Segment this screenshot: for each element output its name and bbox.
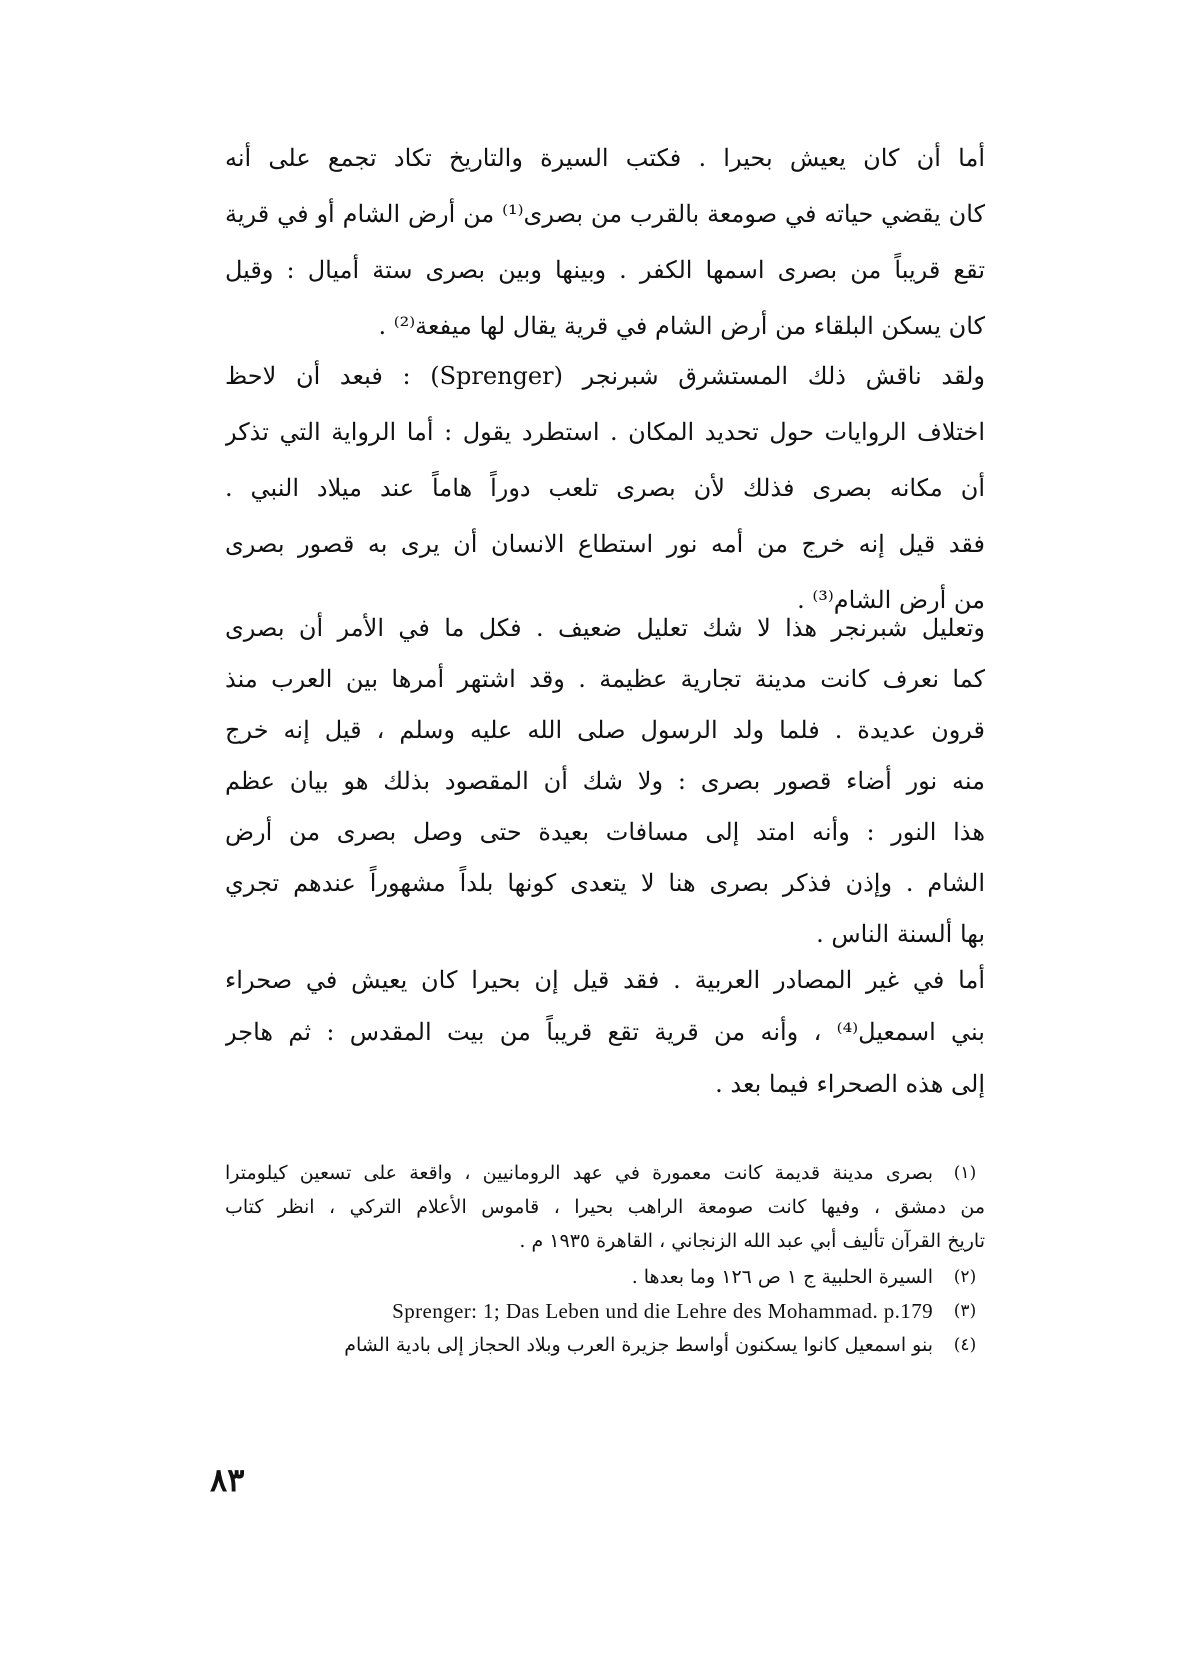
- paragraph-1-line-1: أما أن كان يعيش بحيرا . فكتب السيرة والتاريخ تكاد تجمع على أنه: [225, 144, 985, 172]
- footnote-4-number: (٤): [953, 1335, 977, 1355]
- paragraph-1: [225, 130, 985, 354]
- paragraph-1-line-3: تقع قريباً من بصرى اسمها الكفر . وبينها وبين بصرى ستة أميال : وقيل: [225, 256, 985, 284]
- footnote-1-line-2: من دمشق ، وفيها كانت صومعة الراهب بحيرا ، قاموس الأعلام التركي ، انظر كتاب: [225, 1196, 985, 1218]
- footnote-2: [225, 1260, 985, 1294]
- paragraph-4-line-1: أما في غير المصادر العربية . فقد قيل إن بحيرا كان يعيش في صحراء: [225, 966, 985, 994]
- paragraph-3-line-2: كما نعرف كانت مدينة تجارية عظيمة . وقد اشتهر أمرها بين العرب منذ: [225, 665, 985, 693]
- paragraph-1-line-4: كان يسكن البلقاء من أرض الشام في قرية يقال لها ميفعة⁽²⁾ .: [378, 312, 985, 340]
- footnote-1-number: (١): [953, 1163, 977, 1183]
- footnote-4: [225, 1328, 985, 1362]
- paragraph-4-line-2: بني اسمعيل⁽⁴⁾ ، وأنه من قرية تقع قريباً من بيت المقدس : ثم هاجر: [225, 1018, 985, 1046]
- footnote-4-text: بنو اسمعيل كانوا يسكنون أواسط جزيرة العرب وبلاد الحجاز إلى بادية الشام: [344, 1334, 933, 1356]
- footnote-3-number: (٣): [953, 1301, 977, 1321]
- footnote-1-line-1: بصرى مدينة قديمة كانت معمورة في عهد الرومانيين ، واقعة على تسعين كيلومترا: [225, 1162, 933, 1184]
- paragraph-2: [225, 348, 985, 628]
- paragraph-3: [225, 600, 985, 992]
- footnote-1-line-3: تاريخ القرآن تأليف أبي عبد الله الزنجاني ، القاهرة ١٩٣٥ م .: [519, 1230, 985, 1252]
- paragraph-2-line-4: فقد قيل إنه خرج من أمه نور استطاع الانسان أن يرى به قصور بصرى: [225, 530, 985, 558]
- paragraph-3-line-5: هذا النور : وأنه امتد إلى مسافات بعيدة حتى وصل بصرى من أرض: [225, 818, 985, 846]
- footnote-2-text: السيرة الحلبية ج ١ ص ١٢٦ وما بعدها .: [631, 1266, 933, 1288]
- paragraph-3-line-6: الشام . وإذن فذكر بصرى هنا لا يتعدى كونها بلداً مشهوراً عندهم تجري: [225, 869, 985, 897]
- paragraph-3-line-7: بها ألسنة الناس .: [816, 920, 985, 948]
- paragraph-2-line-1: ولقد ناقش ذلك المستشرق شبرنجر (Sprenger) : فبعد أن لاحظ: [225, 362, 985, 390]
- paragraph-4: [225, 952, 985, 1120]
- paragraph-4-line-3: إلى هذه الصحراء فيما بعد .: [715, 1070, 985, 1098]
- paragraph-2-line-3: أن مكانه بصرى فذلك لأن بصرى تلعب دوراً هاماً عند ميلاد النبي .: [225, 474, 985, 502]
- paragraph-3-line-3: قرون عديدة . فلما ولد الرسول صلى الله عليه وسلم ، قيل إنه خرج: [225, 716, 985, 744]
- page-number: ٨٣: [210, 1461, 245, 1499]
- footnote-3-text: Sprenger: 1; Das Leben und die Lehre des Mohammad. p.179: [392, 1299, 933, 1323]
- paragraph-1-line-2: كان يقضي حياته في صومعة بالقرب من بصرى⁽¹⁾ من أرض الشام أو في قرية: [225, 200, 985, 228]
- paragraph-2-line-5: من أرض الشام⁽³⁾ .: [797, 586, 985, 614]
- footnote-1: [225, 1156, 985, 1258]
- footnote-2-number: (٢): [953, 1267, 977, 1287]
- paragraph-3-line-1: وتعليل شبرنجر هذا لا شك تعليل ضعيف . فكل ما في الأمر أن بصرى: [225, 614, 985, 642]
- paragraph-2-line-2: اختلاف الروايات حول تحديد المكان . استطرد يقول : أما الرواية التي تذكر: [225, 418, 985, 446]
- footnote-3: [225, 1294, 985, 1328]
- paragraph-3-line-4: منه نور أضاء قصور بصرى : ولا شك أن المقصود بذلك هو بيان عظم: [225, 767, 985, 795]
